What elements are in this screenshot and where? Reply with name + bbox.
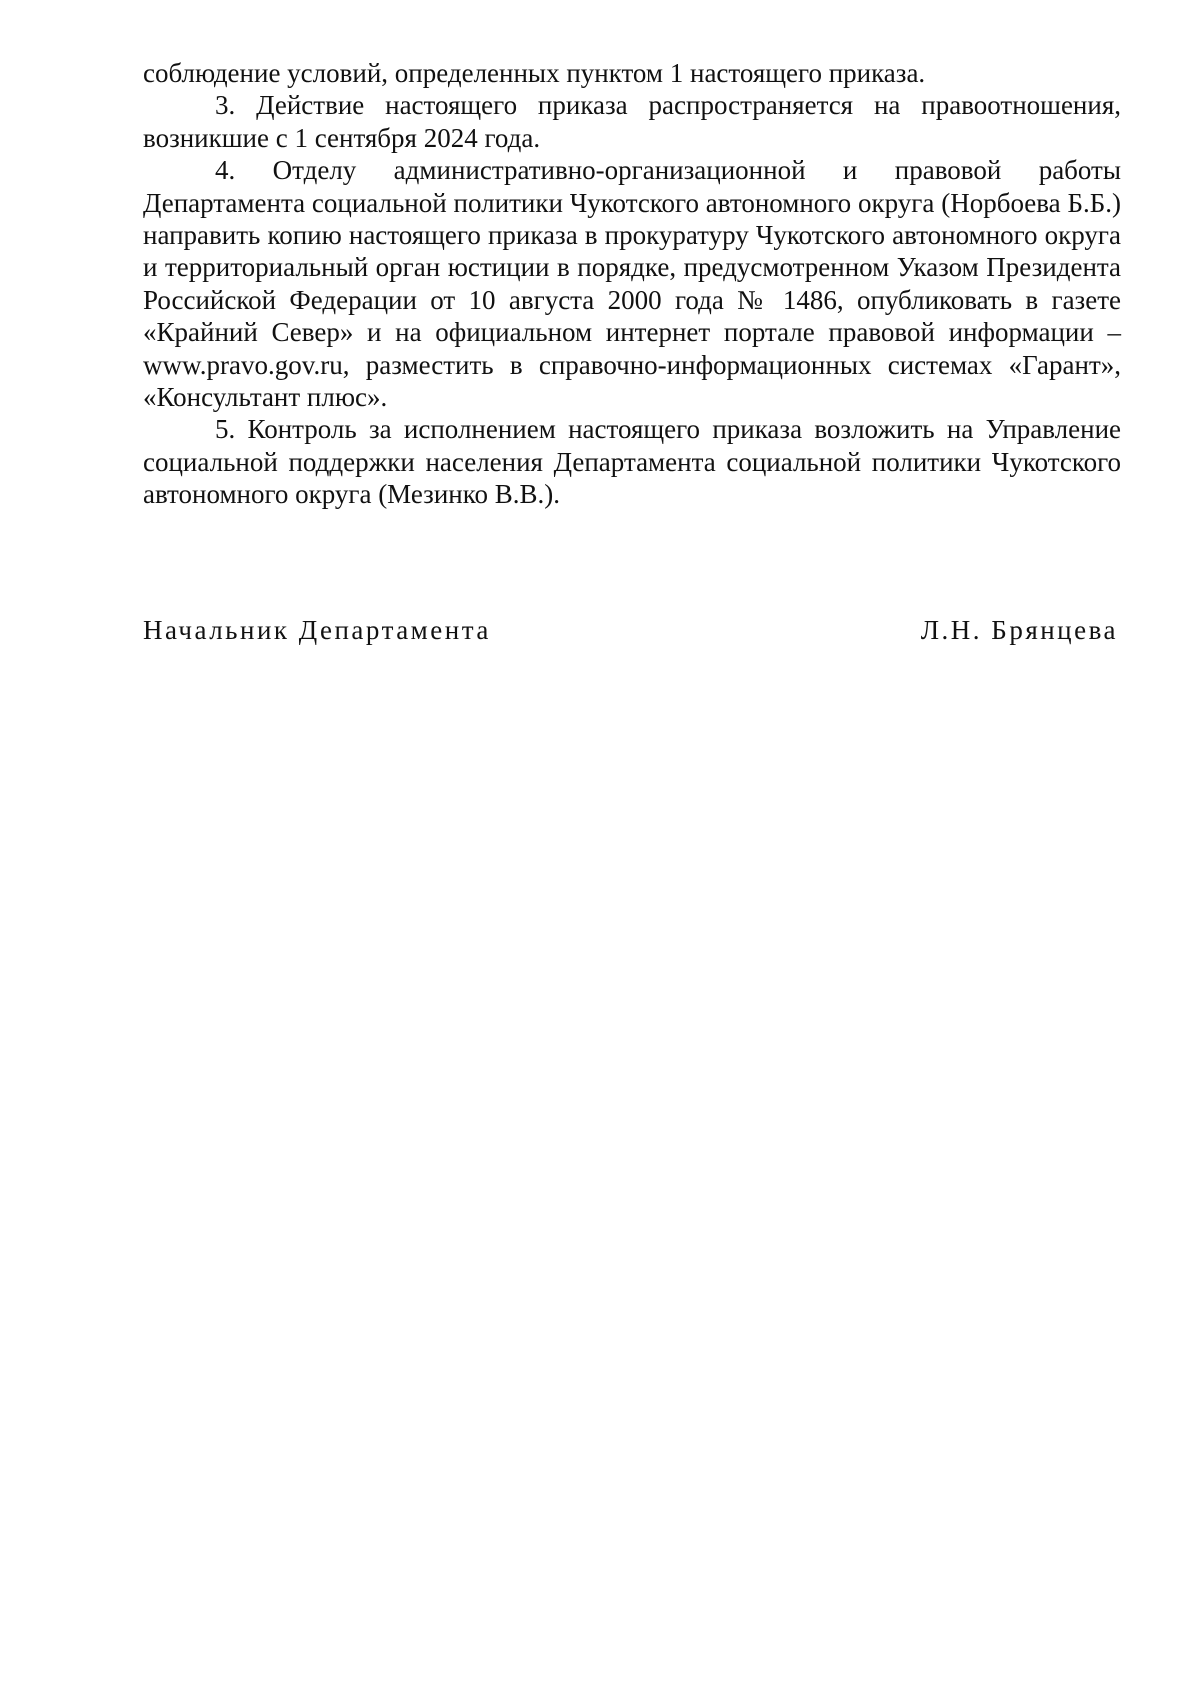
- paragraph-continuation: соблюдение условий, определенных пунктом 1 настоящего приказа.: [143, 58, 926, 88]
- signatory-name: Л.Н. Брянцева: [920, 615, 1118, 645]
- signatory-position: Начальник Департамента: [143, 615, 491, 645]
- document-body: [143, 57, 1121, 511]
- signature-block: [143, 614, 1118, 646]
- paragraph-item-3: 3. Действие настоящего приказа распространяется на правоотношения, возникшие с 1 сентября 2024 года.: [143, 90, 1121, 153]
- paragraph-item-5: 5. Контроль за исполнением настоящего приказа возложить на Управление социальной поддержки населения Департамента социальной политики Чукотского автономного округа (Мезинко В.В.).: [143, 414, 1121, 510]
- paragraph-item-4: 4. Отделу административно-организационной и правовой работы Департамента социальной политики Чукотского автономного округа (Норбоева Б.Б.) направить копию настоящего приказа в прокуратуру Чукотского автономного округа и территориальный орган юстиции в порядке, предусмотренном Указом Президента Российской Федерации от 10 августа 2000 года № 1486, опубликовать в газете «Крайний Север» и на официальном интернет портале правовой информации – www.pravo.gov.ru, разместить в справочно-информационных системах «Гарант», «Консультант плюс».: [143, 155, 1121, 413]
